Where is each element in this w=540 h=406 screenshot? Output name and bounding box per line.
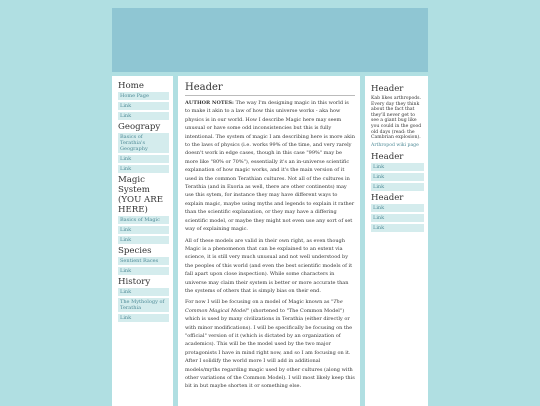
nav-link-mythology[interactable]: The Mythology of Terathia [118,298,169,312]
site-banner [112,8,428,72]
right-link[interactable]: Link [371,204,424,212]
common-model-paragraph [185,298,355,390]
left-sidebar [112,76,173,406]
nav-section-magic [118,175,169,244]
nav-link[interactable]: Link [118,155,169,163]
nav-section-geography [118,122,169,173]
right-sidebar [365,76,428,406]
nav-section-history [118,277,169,322]
nav-section-species [118,246,169,275]
right-header-1: Header [371,84,404,94]
author-notes-label: AUTHOR NOTES: [185,100,234,106]
nav-link[interactable]: Link [118,288,169,296]
nav-link[interactable]: Link [118,267,169,275]
nav-link[interactable]: Link [118,112,169,120]
nav-link-geography-basics[interactable]: Basics of Terathia's Geography [118,133,169,153]
author-notes-paragraph [185,99,355,234]
nav-section-title: Home [118,81,144,91]
common-model-text-b: (shortened to "The Common Model") which is used by many civilizations in Terathia (either directly or with minor modifications). I will be specifically be focusing on the "official" version of it (which is dictated by an organization of academics). This will be the model used by the two major protagonists I have in mind right now, and so I am focusing on it. After I solidify the world more I will add in additional models/myths regarding magic used by other cultures (along with other variations of the Common Model). I will most likely keep this bit in but maybe shorten it or something else. [185,307,355,390]
nav-link-home-page[interactable]: Home Page [118,92,169,100]
arthropod-wiki-link[interactable]: Arthropod wiki page [371,142,419,148]
nav-section-title: Species [118,246,152,256]
author-notes-text: The way I'm designing magic in this world is to make it akin to a law of how this universe works - aka how physics is in our world. How I describe Magic here may seem unusual or have some odd inconsistencies but this is fully intentional. The system of magic I am describing here is more akin to the laws of physics (i.e. works 99% of the time, and very rarely doesn't work in edge cases, though in this case "99%" may be more like "80% or 70%"), essentially it's an in-universe scientific explanation of how magic works, and it's the main version of it used in the common Terathian cultures. Not all of the cultures in Terathia (and in Exoria as well, there are other continents) may use this sytem, for instance they may have different ways to explain magic, maybe using myths and legends to explain it rather than the scientific explanation, or they may have a differing scientific model, or maybe they might not even use any sort of set way of explaining magic. [185,100,355,233]
nav-link-sentient-races[interactable]: Sentient Races [118,257,169,265]
nav-link[interactable]: Link [118,102,169,110]
nav-link[interactable]: Link [118,236,169,244]
right-header-3: Header [371,192,404,203]
right-link[interactable]: Link [371,214,424,222]
nav-link[interactable]: Link [118,165,169,173]
nav-section-title: History [118,277,151,287]
nav-section-title: Magic System (YOU ARE HERE) [118,175,163,215]
nav-link[interactable]: Link [118,226,169,234]
main-content [178,76,360,406]
right-link[interactable]: Link [371,173,424,181]
right-link[interactable]: Link [371,183,424,191]
common-model-name: "The Common Magical Model" [185,299,343,314]
aside-note: Kab likes arthropods. Every day they think about the fact that they'll never get to see a giant bug like you could in the good old days (read: the Cambrian explosion). [371,96,422,141]
nav-link-magic-basics[interactable]: Basics of Magic [118,216,169,224]
right-header-2: Header [371,151,404,162]
right-link[interactable]: Link [371,163,424,171]
common-model-text-a: For now I will be focusing on a model of Magic known as [185,299,332,306]
models-paragraph: All of these models are valid in their own right, as even though Magic is a phenomenon that can be explained to an extent via science, it is still very much unusual and not well understood by the peoples of this world (and even the best scientific models of it fall apart upon close inspection). While some characters in universe may claim their system is better or more accurate than the systems of others that is simply bias on their end. [185,237,353,294]
nav-section-home [118,81,169,120]
right-link[interactable]: Link [371,224,424,232]
nav-section-title: Geograpy [118,122,161,132]
main-header: Header [185,82,355,96]
nav-link[interactable]: Link [118,314,169,322]
